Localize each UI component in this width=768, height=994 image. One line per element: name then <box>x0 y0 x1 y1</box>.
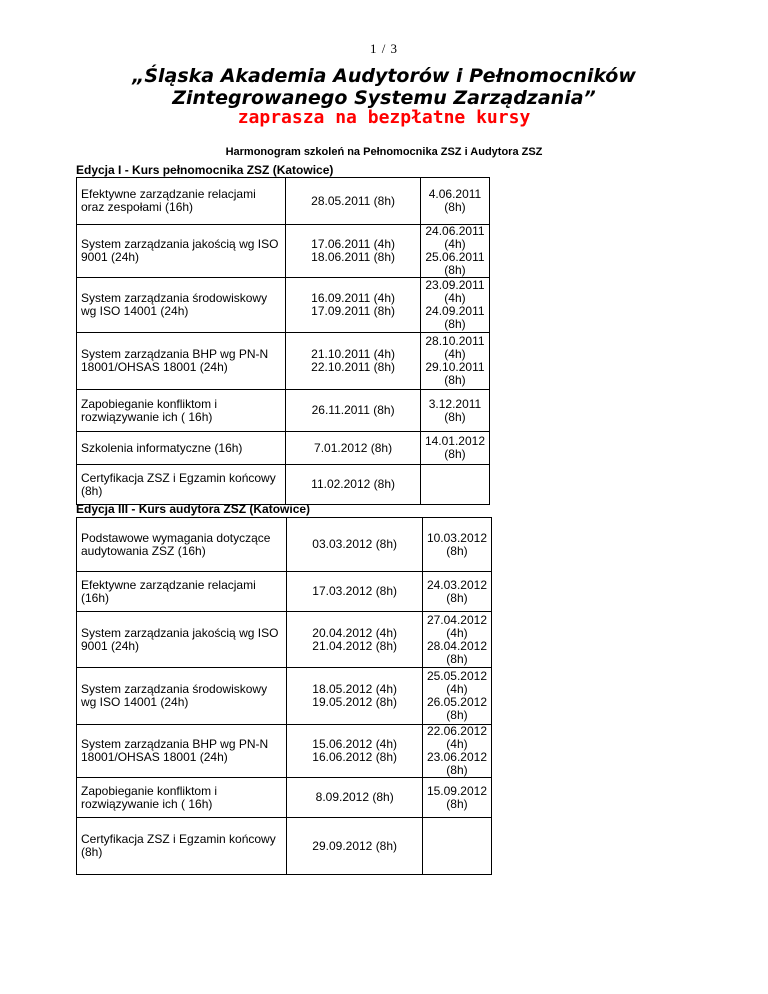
session-date: 3.12.2011 (8h) <box>428 396 482 424</box>
table-row <box>77 778 492 818</box>
second-date-cell <box>420 390 489 432</box>
session-date: 11.02.2012 (8h) <box>311 477 395 491</box>
course-name-cell: Szkolenia informatyczne (16h) <box>77 432 286 465</box>
first-date-cell <box>286 225 421 278</box>
session-date: 26.11.2011 (8h) <box>311 403 395 417</box>
session-date: 29.10.2011 (8h) <box>425 360 485 387</box>
table-row <box>77 725 492 778</box>
session-date: 03.03.2012 (8h) <box>312 537 398 551</box>
title-line-1: „Śląska Akademia Audytorów i Pełnomocników <box>132 65 636 87</box>
page-number: 1 / 3 <box>369 41 399 56</box>
session-date: 21.10.2011 (4h) <box>311 347 395 361</box>
session-date: 17.09.2011 (8h) <box>311 304 395 318</box>
table-row <box>77 333 490 390</box>
first-date-cell <box>287 818 423 875</box>
document-subtitle: zaprasza na bezpłatne kursy <box>237 107 531 128</box>
course-name-cell: System zarządzania BHP wg PN-N 18001/OHSAS 18001 (24h) <box>77 725 287 778</box>
table-row <box>77 225 490 278</box>
first-date-cell <box>286 432 421 465</box>
session-date: 28.05.2011 (8h) <box>311 193 395 208</box>
section-heading-edition-3: Edycja III - Kurs audytora ZSZ (Katowice) <box>76 502 311 516</box>
session-date: 29.09.2012 (8h) <box>312 838 398 853</box>
schedule-table-edition-3 <box>76 517 492 875</box>
session-date: 28.04.2012 (8h) <box>426 638 487 666</box>
second-date-cell <box>422 778 491 818</box>
second-date-cell <box>420 178 489 225</box>
second-date-cell <box>420 225 489 278</box>
first-date-cell <box>286 333 421 390</box>
table-row <box>77 465 490 505</box>
second-date-cell <box>420 333 489 390</box>
course-name-cell: Zapobieganie konfliktom i rozwiązywanie ich ( 16h) <box>77 778 287 818</box>
course-name-cell: Efektywne zarządzanie relacjami (16h) <box>77 572 287 612</box>
session-date: 7.01.2012 (8h) <box>314 440 393 455</box>
course-name-cell: System zarządzania środowiskowy wg ISO 14001 (24h) <box>77 278 286 333</box>
session-date: 17.03.2012 (8h) <box>312 584 398 598</box>
course-name-cell: Efektywne zarządzanie relacjami oraz zespołami (16h) <box>77 178 286 225</box>
schedule-title: Harmonogram szkoleń na Pełnomocnika ZSZ i Audytora ZSZ <box>225 146 543 158</box>
first-date-cell <box>286 178 421 225</box>
session-date: 18.06.2011 (8h) <box>311 250 395 264</box>
session-date: 26.05.2012 (8h) <box>426 695 487 722</box>
session-date: 4.06.2011 (8h) <box>428 187 482 214</box>
document-title <box>0 65 768 109</box>
table-row <box>77 612 492 668</box>
second-date-cell <box>422 725 491 778</box>
session-date: 25.06.2011 (8h) <box>425 250 485 277</box>
second-date-cell <box>422 518 491 572</box>
session-date: 20.04.2012 (4h) <box>312 625 398 640</box>
first-date-cell <box>287 612 423 668</box>
course-name-cell: System zarządzania środowiskowy wg ISO 14001 (24h) <box>77 668 287 725</box>
course-name-cell: System zarządzania jakością wg ISO 9001 (24h) <box>77 225 286 278</box>
session-date: 28.10.2011 (4h) <box>425 334 485 361</box>
course-name-cell: Podstawowe wymagania dotyczące audytowania ZSZ (16h) <box>77 518 287 572</box>
course-name-cell: System zarządzania BHP wg PN-N 18001/OHSAS 18001 (24h) <box>77 333 286 390</box>
session-date: 24.06.2011 (4h) <box>425 224 485 251</box>
second-date-cell <box>420 465 489 505</box>
session-date: 19.05.2012 (8h) <box>312 695 398 709</box>
course-name-cell: Certyfikacja ZSZ i Egzamin końcowy (8h) <box>77 465 286 505</box>
first-date-cell <box>287 725 423 778</box>
second-date-cell <box>422 668 491 725</box>
session-date: 16.09.2011 (4h) <box>311 291 395 305</box>
session-date: 22.10.2011 (8h) <box>311 360 395 374</box>
first-date-cell <box>287 572 423 612</box>
schedule-table-edition-1 <box>76 177 490 505</box>
session-date: 18.05.2012 (4h) <box>312 682 398 696</box>
table-row <box>77 518 492 572</box>
first-date-cell <box>286 465 421 505</box>
table-row <box>77 278 490 333</box>
session-date: 15.06.2012 (4h) <box>312 737 398 751</box>
session-date: 21.04.2012 (8h) <box>312 638 398 653</box>
first-date-cell <box>286 278 421 333</box>
second-date-cell <box>420 278 489 333</box>
second-date-cell <box>422 612 491 668</box>
first-date-cell <box>287 668 423 725</box>
table-row <box>77 178 490 225</box>
section-heading-edition-1: Edycja I - Kurs pełnomocnika ZSZ (Katowice) <box>76 163 334 177</box>
session-date: 8.09.2012 (8h) <box>315 790 394 804</box>
course-name-cell: Certyfikacja ZSZ i Egzamin końcowy (8h) <box>77 818 287 875</box>
session-date: 17.06.2011 (4h) <box>311 237 395 251</box>
second-date-cell <box>420 432 489 465</box>
table-row <box>77 818 492 875</box>
second-date-cell <box>422 572 491 612</box>
session-date: 25.05.2012 (4h) <box>426 669 487 696</box>
table-row <box>77 390 490 432</box>
first-date-cell <box>286 390 421 432</box>
session-date: 23.09.2011 (4h) <box>425 278 485 305</box>
session-date: 16.06.2012 (8h) <box>312 750 398 764</box>
title-line-2: Zintegrowanego Systemu Zarządzania” <box>172 87 596 109</box>
table-row <box>77 432 490 465</box>
first-date-cell <box>287 518 423 572</box>
course-name-cell: System zarządzania jakością wg ISO 9001 (24h) <box>77 612 287 668</box>
session-date: 22.06.2012 (4h) <box>426 724 487 751</box>
first-date-cell <box>287 778 423 818</box>
second-date-cell <box>422 818 491 875</box>
session-date: 27.04.2012 (4h) <box>426 612 487 640</box>
course-name-cell: Zapobieganie konfliktom i rozwiązywanie ich ( 16h) <box>77 390 286 432</box>
session-date: 24.03.2012 (8h) <box>426 577 487 605</box>
session-date: 24.09.2011 (8h) <box>425 304 485 331</box>
session-date: 14.01.2012 (8h) <box>424 434 485 461</box>
session-date: 10.03.2012 (8h) <box>426 530 487 558</box>
session-date: 23.06.2012 (8h) <box>426 750 487 777</box>
session-date: 15.09.2012 (8h) <box>426 783 487 811</box>
table-row <box>77 668 492 725</box>
table-row <box>77 572 492 612</box>
